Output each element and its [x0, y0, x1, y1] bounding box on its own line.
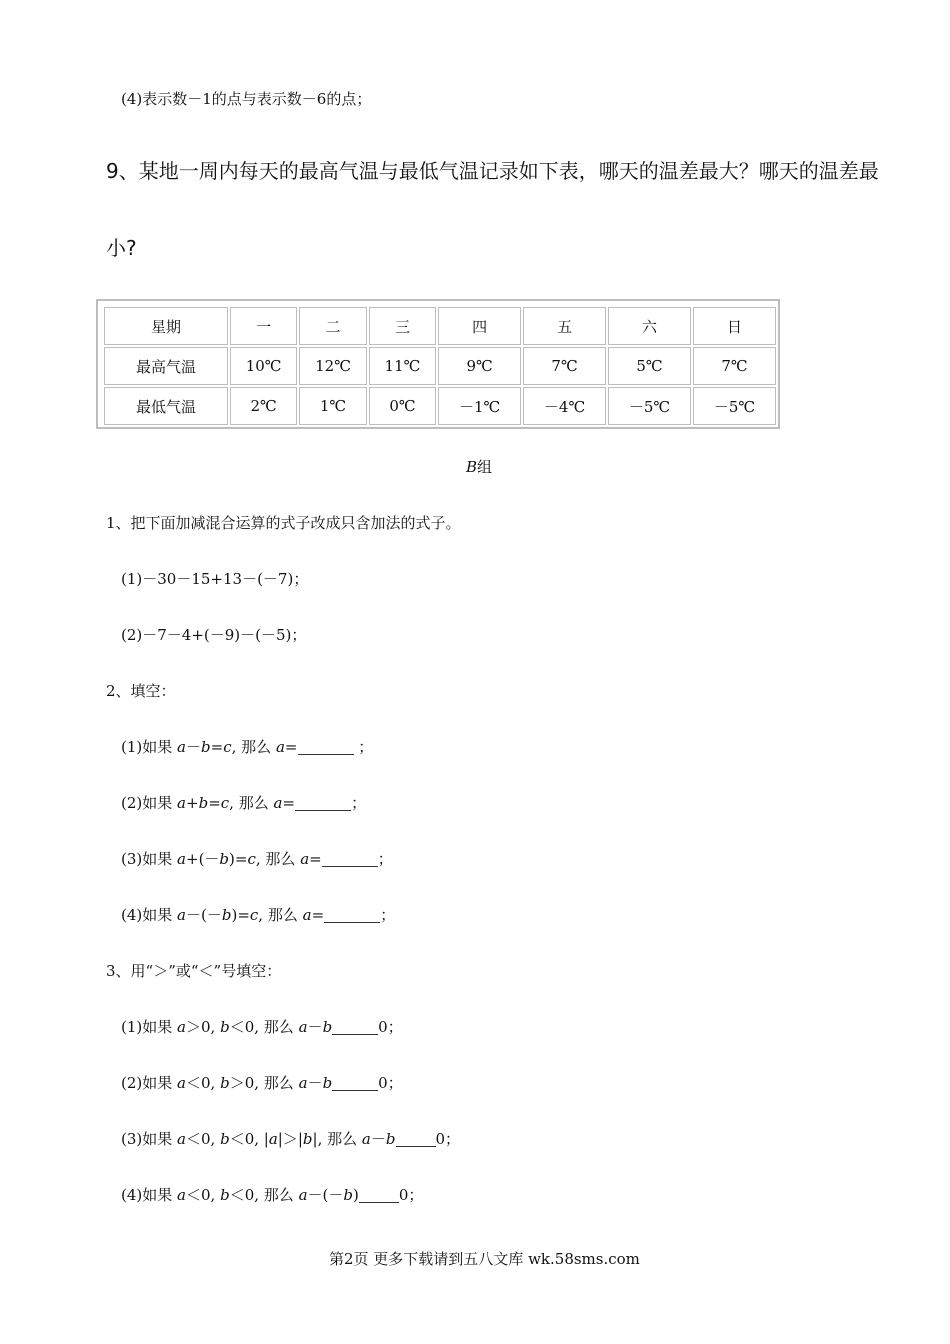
section-b-heading: B组 [466, 458, 493, 476]
table-row-low [104, 387, 776, 425]
answer-blank[interactable] [322, 851, 378, 867]
answer-blank[interactable] [396, 1131, 436, 1147]
answer-blank[interactable] [359, 1187, 399, 1203]
table-cell: 五 [523, 307, 606, 345]
answer-blank[interactable] [295, 795, 351, 811]
b3-item-4: (4)如果 a＜0, b＜0, 那么 a－(－b) 0； [121, 1186, 424, 1204]
table-cell: 二 [299, 307, 366, 345]
table-cell: 三 [369, 307, 436, 345]
b3-item-1: (1)如果 a＞0, b＜0, 那么 a－b 0； [121, 1018, 403, 1036]
b1-item-1: (1)－30－15+13－(－7)； [121, 570, 309, 588]
answer-blank[interactable] [324, 907, 380, 923]
b3-title: 3、用“＞”或“＜”号填空： [106, 962, 282, 980]
b2-item-4: (4)如果 a－(－b)=c, 那么 a= ； [121, 906, 396, 924]
a8-item-4: (4)表示数－1的点与表示数－6的点； [121, 90, 372, 108]
table-cell: 1℃ [299, 387, 366, 425]
table-cell: －1℃ [438, 387, 521, 425]
table-cell: 星期 [104, 307, 228, 345]
b1-item-2: (2)－7－4+(－9)－(－5)； [121, 626, 307, 644]
table-cell: 9℃ [438, 347, 521, 385]
table-cell: 2℃ [230, 387, 297, 425]
table-cell: 四 [438, 307, 521, 345]
table-row-header [104, 307, 776, 345]
table-cell: 10℃ [230, 347, 297, 385]
b2-item-2: (2)如果 a+b=c, 那么 a= ； [121, 794, 367, 812]
b3-item-2: (2)如果 a＜0, b＞0, 那么 a－b 0； [121, 1074, 403, 1092]
table-cell: 7℃ [693, 347, 776, 385]
table-row-high [104, 347, 776, 385]
question-9-line-2: 小? [106, 236, 137, 260]
b2-title: 2、填空： [106, 682, 176, 700]
table-cell: －5℃ [693, 387, 776, 425]
b3-item-3: (3)如果 a＜0, b＜0, |a|＞|b|, 那么 a－b 0； [121, 1130, 461, 1148]
b2-item-3: (3)如果 a+(－b)=c, 那么 a= ； [121, 850, 393, 868]
table-cell: 11℃ [369, 347, 436, 385]
table-cell: 最低气温 [104, 387, 228, 425]
table-cell: 最高气温 [104, 347, 228, 385]
answer-blank[interactable] [298, 739, 354, 755]
page-footer: 第2页 更多下载请到五八文库 wk.58sms.com [329, 1250, 640, 1268]
table-cell: 7℃ [523, 347, 606, 385]
b1-title: 1、把下面加减混合运算的式子改成只含加法的式子。 [106, 514, 461, 532]
temperature-table [96, 299, 780, 429]
table-cell: 日 [693, 307, 776, 345]
table-cell: －4℃ [523, 387, 606, 425]
table-cell: 六 [608, 307, 691, 345]
table-cell: 一 [230, 307, 297, 345]
answer-blank[interactable] [332, 1019, 378, 1035]
table-cell: 0℃ [369, 387, 436, 425]
table-cell: －5℃ [608, 387, 691, 425]
table-cell: 12℃ [299, 347, 366, 385]
table-cell: 5℃ [608, 347, 691, 385]
answer-blank[interactable] [332, 1075, 378, 1091]
question-9-line-1: 9、某地一周内每天的最高气温与最低气温记录如下表，哪天的温差最大？哪天的温差最 [106, 159, 879, 183]
b2-item-1: (1)如果 a－b=c, 那么 a= ； [121, 738, 374, 756]
